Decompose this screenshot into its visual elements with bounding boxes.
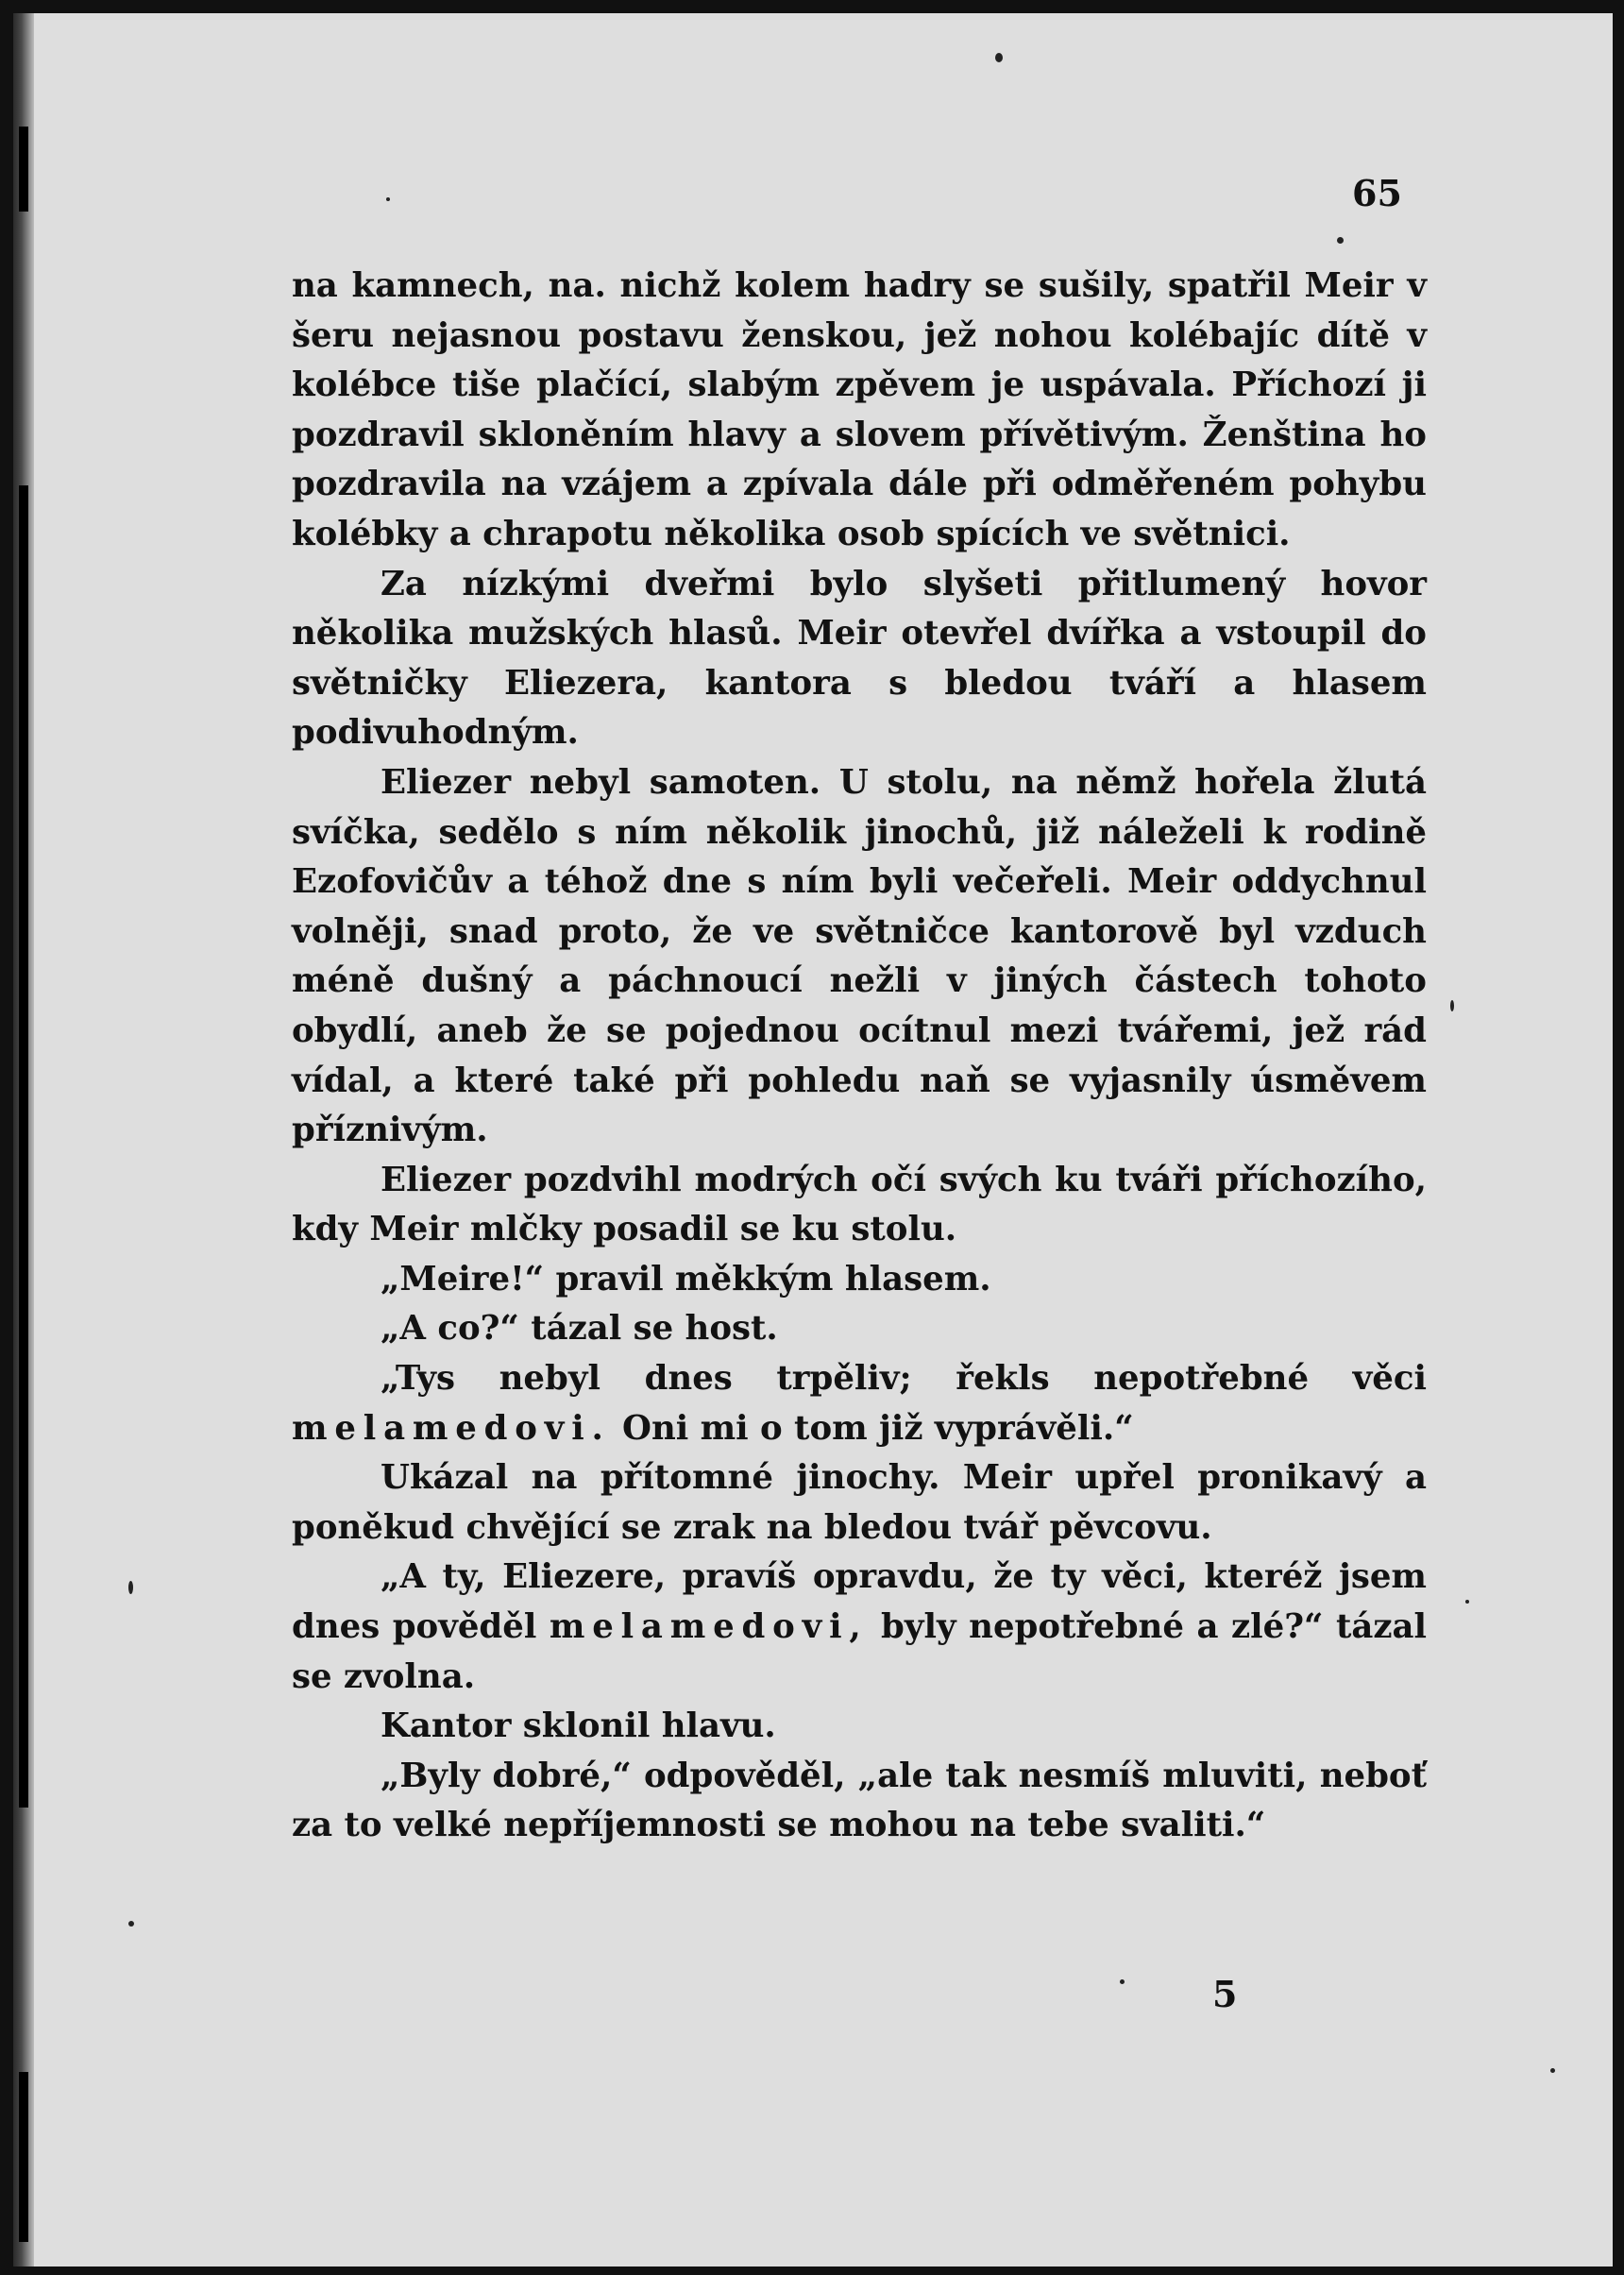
paragraph-text: „A ty, Eliezere, pravíš opravdu, že ty věci, kteréž jsem dnes pověděl xyxy=(292,1557,1427,1647)
body-text xyxy=(292,262,1427,1851)
paragraph xyxy=(292,1354,1427,1453)
paragraph: „Byly dobré,“ odpověděl, „ale tak nesmíš mluviti, neboť za to velké nepříjemnosti se mohou na tebe svaliti.“ xyxy=(292,1756,1427,1845)
spaced-word: melamedovi, xyxy=(549,1607,869,1647)
paragraph: Eliezer pozdvihl modrých očí svých ku tváři příchozího, kdy Meir mlčky posadil se ku stolu. xyxy=(292,1160,1427,1249)
binding-mark xyxy=(19,485,28,1808)
page-number: 65 xyxy=(1352,172,1402,214)
scan-speck xyxy=(1450,1000,1454,1011)
paragraph: Za nízkými dveřmi bylo slyšeti přitlumený hovor několika mužských hlasů. Meir otevřel dvířka a vstoupil do světničky Eliezera, kantora s bledou tváří a hlasem podivuhodným. xyxy=(292,564,1427,753)
scan-speck xyxy=(1120,1979,1125,1984)
scan-speck xyxy=(128,1921,134,1927)
scan-speck xyxy=(1337,237,1344,244)
paragraph: Kantor sklonil hlavu. xyxy=(381,1706,776,1746)
scan-speck xyxy=(1550,2068,1555,2073)
scan-speck xyxy=(1465,1600,1469,1604)
binding-edge xyxy=(13,13,34,2267)
paragraph-text: „Tys nebyl dnes trpěliv; řekls nepotřebné věci xyxy=(381,1359,1427,1399)
binding-mark xyxy=(19,2072,28,2242)
signature-mark: 5 xyxy=(1212,1973,1238,2015)
spaced-word: melamedovi. xyxy=(292,1408,611,1448)
paragraph: „Meire!“ pravil měkkým hlasem. xyxy=(381,1259,991,1299)
book-page xyxy=(13,13,1613,2267)
binding-mark xyxy=(19,127,28,212)
scan-speck xyxy=(995,53,1003,62)
paragraph: Eliezer nebyl samoten. U stolu, na němž hořela žlutá svíčka, sedělo s ním několik jinochů, již náleželi k rodině Ezofovičův a téhož dne s ním byli večeřeli. Meir oddychnul volněji, snad proto, že ve světničce kantorově byl vzduch méně dušný a páchnoucí nežli v jiných částech tohoto obydlí, aneb že se pojednou ocítnul mezi tvářemi, jež rád vídal, a které také při pohledu naň se vyjasnily úsměvem příznivým. xyxy=(292,762,1427,1150)
paragraph: „A co?“ tázal se host. xyxy=(381,1309,778,1349)
paragraph xyxy=(292,1553,1427,1702)
paragraph-text: Oni mi o tom již vyprávěli.“ xyxy=(610,1408,1134,1448)
paragraph: Ukázal na přítomné jinochy. Meir upřel pronikavý a poněkud chvějící se zrak na bledou tvář pěvcovu. xyxy=(292,1458,1427,1547)
scan-speck xyxy=(128,1581,133,1594)
scan-speck xyxy=(386,197,390,201)
paragraph: na kamnech, na. nichž kolem hadry se sušily, spatřil Meir v šeru nejasnou postavu ženskou, jež nohou kolébajíc dítě v kolébce tiše plačící, slabým zpěvem je uspávala. Příchozí ji pozdravil skloněním hlavy a slovem přívětivým. Ženština ho pozdravila na vzájem a zpívala dále při odměřeném pohybu kolébky a chrapotu několika osob spících ve světnici. xyxy=(292,266,1427,553)
paragraph-text: byly nepotřebné a zlé?“ tázal se zvolna. xyxy=(292,1607,1427,1696)
